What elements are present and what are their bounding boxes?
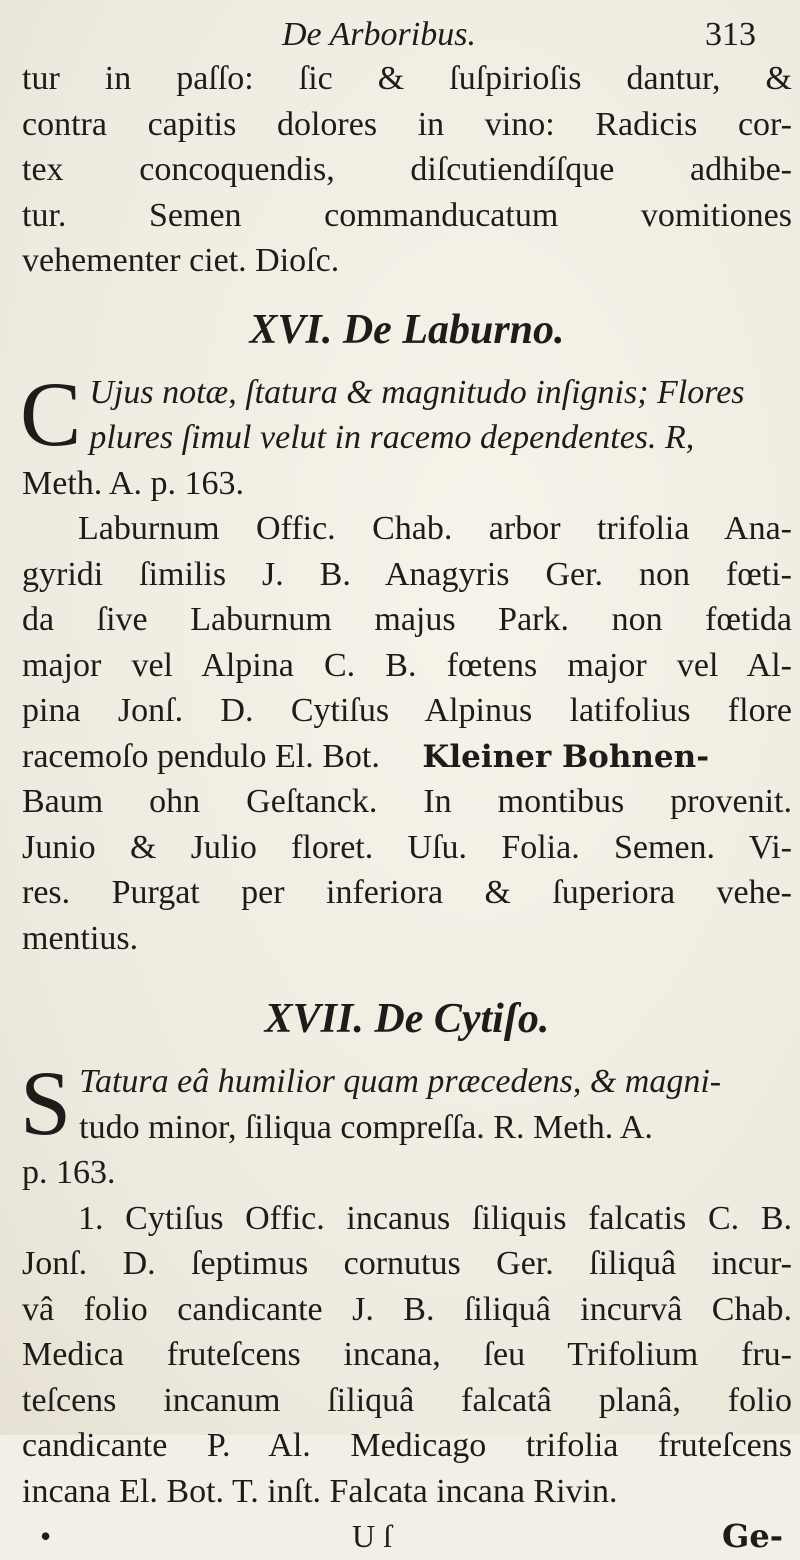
text-line-start: racemoſo pendulo El. Bot. [22, 737, 380, 775]
text-line: Tatura eâ humilior quam præcedens, & magni- [79, 1063, 722, 1100]
catchword-line [22, 1514, 792, 1554]
german-name: Kleiner Bohnen- [422, 738, 710, 775]
text-line: Meth. A. p. 163. [22, 464, 244, 502]
text-line: incana El. Bot. T. inſt. Falcata incana Rivin. [22, 1472, 618, 1510]
text-line: res. Purgat per inferiora & ſuperiora vehe- [22, 874, 792, 911]
drop-capital: C [20, 362, 82, 465]
dot-mark: • [40, 1518, 52, 1554]
catchword: Ge- [722, 1517, 783, 1555]
text-line: pina Jonſ. D. Cytiſus Alpinus latifolius flore [22, 692, 792, 729]
text-line: candicante P. Al. Medicago trifolia fruteſcens [22, 1427, 792, 1464]
text-line: gyridi ſimilis J. B. Anagyris Ger. non fœti- [22, 555, 792, 593]
running-title: De Arboribus. [282, 16, 476, 53]
section-laburnum [20, 362, 792, 962]
text-line: teſcens incanum ſiliquâ falcatâ planâ, folio [22, 1381, 792, 1419]
text-line: p. 163. [22, 1154, 116, 1191]
text-line: Jonſ. D. ſeptimus cornutus Ger. ſiliquâ incur- [22, 1245, 792, 1282]
text-line: tur in paſſo: ſic & ſuſpirioſis dantur, & [22, 60, 792, 97]
page-body [22, 56, 792, 1554]
text-line: vehementer ciet. Dioſc. [22, 242, 340, 279]
intro-paragraph [22, 56, 792, 284]
text-line: tex concoquendis, diſcutiendíſque adhibe- [22, 151, 792, 188]
text-line: tur. Semen commanducatum vomitiones [22, 196, 792, 234]
text-line: contra capitis dolores in vino: Radicis cor- [22, 105, 792, 143]
text-line: vâ folio candicante J. B. ſiliquâ incurvâ Chab. [22, 1290, 792, 1328]
text-line: major vel Alpina C. B. fœtens major vel Al- [22, 646, 792, 684]
text-line: mentius. [22, 919, 139, 957]
text-line [22, 734, 792, 780]
signature-mark: U ſ [352, 1518, 392, 1554]
text-line: Baum ohn Geſtanck. In montibus provenit. [22, 783, 792, 820]
drop-capital: S [20, 1052, 72, 1154]
page-header [0, 10, 800, 58]
section-cytisus [20, 1052, 792, 1514]
section-heading-cytisus: XVII. De Cytiſo. [264, 996, 550, 1042]
section-heading-laburnum: XVI. De Laburno. [249, 306, 565, 353]
page-number: 313 [705, 16, 756, 53]
text-line: tudo minor, ſiliqua compreſſa. R. Meth. A. [79, 1108, 653, 1146]
text-line: da ſive Laburnum majus Park. non fœtida [22, 601, 792, 638]
text-line: plures ſimul velut in racemo dependentes. R, [89, 419, 695, 456]
text-line: Junio & Julio floret. Uſu. Folia. Semen. Vi- [22, 828, 792, 866]
text-line: Medica fruteſcens incana, ſeu Trifolium fru- [22, 1336, 792, 1373]
text-line: 1. Cytiſus Offic. incanus ſiliquis falcatis C. B. [78, 1199, 792, 1237]
text-line: Ujus notæ, ſtatura & magnitudo inſignis; Flores [89, 373, 745, 411]
text-line: Laburnum Offic. Chab. arbor trifolia Ana- [78, 510, 792, 547]
